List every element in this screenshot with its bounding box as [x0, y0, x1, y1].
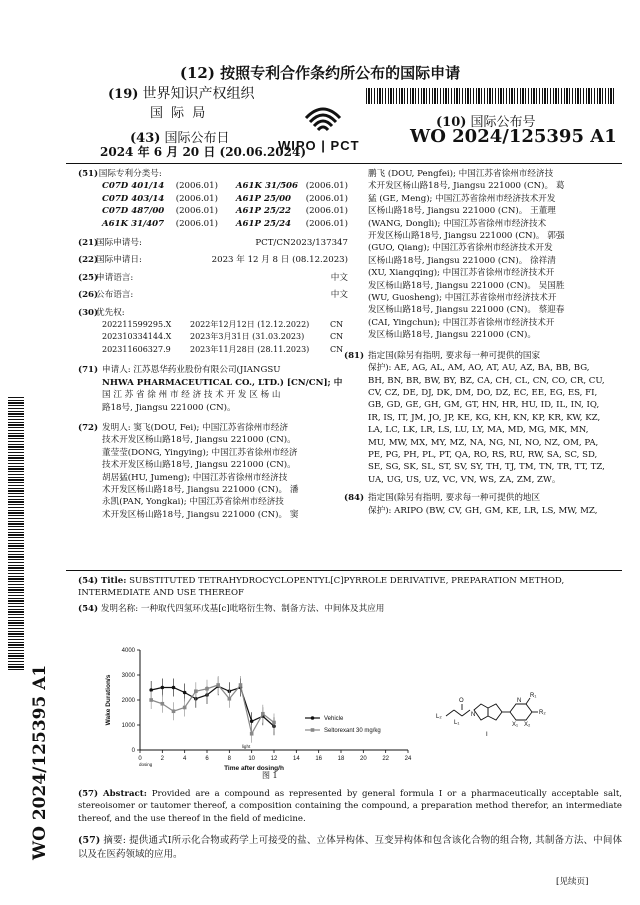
states-line: 保护): AE, AG, AL, AM, AO, AT, AU, AZ, BA, BB, BG,	[368, 363, 590, 374]
ipc-code: A61K 31/407	[102, 218, 165, 229]
field-26-value: 中文	[330, 290, 348, 301]
abstract-en	[78, 788, 622, 825]
applicant-line: NHWA PHARMACEUTICAL CO., LTD.) [CN/CN]; 中	[102, 377, 343, 388]
ipc-ver: (2006.01)	[175, 218, 218, 229]
inventor-continued	[368, 168, 620, 342]
formula-atom-label: N	[517, 698, 522, 704]
priority-date: 2023年3月31日 (31.03.2023)	[190, 332, 305, 342]
inventor-line: (WANG, Dongli); 中国江苏省徐州市经济技术	[368, 218, 547, 229]
ipc-code: A61P 25/24	[235, 218, 292, 229]
document-title: (12) 按照专利合作条约所公布的国际申请	[179, 64, 461, 82]
pubdate-value: 2024 年 6 月 20 日 (20.06.2024)	[100, 145, 307, 159]
ipc-ver: (2006.01)	[175, 181, 218, 192]
title-en-label: Title:	[100, 576, 127, 586]
field-30	[78, 307, 348, 319]
x-tick-label: 24	[404, 756, 412, 762]
data-point	[149, 698, 153, 702]
priority-no: 202311606327.9	[102, 344, 171, 354]
regional-line: 指定国(除另有指明, 要求每一种可提供的地区	[368, 493, 541, 504]
x-tick-label: 18	[337, 756, 345, 762]
states-line: CV, CZ, DE, DJ, DK, DM, DO, DZ, EC, EE, EG, ES, FI,	[368, 387, 598, 398]
field-22-num: (22)	[78, 255, 99, 266]
data-point	[272, 721, 276, 725]
states-line: 指定国(除另有指明, 要求每一种可提供的国家	[368, 350, 541, 361]
priority-no: 202211599295.X	[102, 320, 172, 330]
legend-label: Vehicle	[324, 716, 344, 722]
title-en-num: (54)	[78, 576, 99, 586]
applicant-line: 路18号, Jiangsu 221000 (CN)。	[102, 402, 236, 413]
regional-line: 保护): ARIPO (BW, CV, GH, GM, KE, LR, LS, MW, MZ,	[368, 505, 598, 516]
inventor-line: 鹏飞 (DOU, Pengfei); 中国江苏省徐州市经济技	[368, 169, 554, 179]
x-tick-label: 14	[292, 756, 300, 762]
priority-row	[102, 319, 348, 331]
data-point	[172, 709, 176, 713]
annotation-light: light	[241, 744, 251, 749]
formula-structure	[434, 686, 564, 740]
states-line: BH, BN, BR, BW, BY, BZ, CA, CH, CL, CN, CO, CR, CU,	[368, 375, 605, 386]
y-tick-label: 1000	[121, 723, 135, 729]
x-axis-label: Time after dosing/h	[224, 765, 284, 772]
inventor-line: (WU, Guosheng); 中国江苏省徐州市经济技术开	[368, 293, 557, 304]
series-line	[151, 685, 274, 734]
inventor-line: 发明人: 窦飞(DOU, Fei); 中国江苏省徐州市经济	[102, 422, 289, 433]
field-71-num: (71)	[78, 365, 99, 376]
abstract-en-label: Abstract:	[102, 789, 147, 799]
inventor-line: 永凯(PAN, Yongkai); 中国江苏省徐州市经济技	[102, 497, 284, 508]
field-81-num: (81)	[344, 350, 365, 361]
data-point	[183, 691, 187, 695]
priority-row	[102, 331, 348, 343]
inventor-line: 胡居猛(HU, Jumeng); 中国江苏省徐州市经济技	[102, 472, 288, 483]
abstract-en-num: (57)	[78, 789, 99, 799]
continue-note: [见续页]	[556, 877, 589, 887]
legend-marker	[311, 728, 315, 732]
formula-atom-label: N	[471, 712, 476, 718]
data-point	[161, 686, 165, 690]
legend-label: Seltorexant 30 mg/kg	[324, 728, 381, 734]
wipo-logo-text: WIPO | PCT	[278, 138, 360, 153]
header-barcode	[366, 88, 616, 104]
title-zh	[78, 603, 618, 615]
priority-country: CN	[330, 320, 344, 330]
states-line: SE, SG, SK, SL, ST, SV, SY, TH, TJ, TM, TN, TR, TT, TZ,	[368, 462, 605, 473]
abstract-en-text: Provided are a compound as represented by general formula I or a pharmaceutically acceptable salt, stereoisomer or tautomer thereof, a composition containing the compound, a preparation method therefor, an intermediate thereof, and the use thereof in the field of medicine.	[78, 789, 623, 824]
left-column	[78, 168, 348, 521]
wake-duration-chart	[100, 640, 430, 780]
title-zh-text: 一种取代四氢环戊基[c]吡咯衍生物、制备方法、中间体及其应用	[140, 604, 385, 614]
ipc-ver: (2006.01)	[305, 218, 348, 229]
abstract-zh-label: 摘要:	[103, 835, 126, 846]
figure-caption: 图 1	[262, 771, 278, 780]
ipc-code: C07D 401/14	[102, 181, 165, 192]
inventor-line: (CAI, Yingchun); 中国江苏省徐州市经济技术开	[368, 317, 555, 328]
field-72	[78, 422, 348, 521]
inventor-line: 董莹莹(DONG, Yingying); 中国江苏省徐州市经济	[102, 447, 298, 458]
states-line: LA, LC, LK, LR, LS, LU, LY, MA, MD, MG, MK, MN,	[368, 425, 589, 436]
priority-country: CN	[330, 332, 344, 342]
field-22-value: 2023 年 12 月 8 日 (08.12.2023)	[211, 255, 348, 266]
field-72-num: (72)	[78, 422, 99, 433]
x-tick-label: 2	[160, 756, 165, 762]
org-num: (19)	[108, 87, 139, 102]
inventor-line: 发区杨山路18号, Jiangsu 221000 (CN)。	[368, 330, 536, 341]
x-tick-label: 16	[315, 756, 323, 762]
title-en-text: SUBSTITUTED TETRAHYDROCYCLOPENTYL[C]PYRROLE DERIVATIVE, PREPARATION METHOD, INTERMEDIATE AND USE THEREOF	[78, 576, 565, 599]
field-84	[344, 492, 620, 517]
annotation-dosing: dosing	[138, 762, 153, 767]
x-tick-label: 8	[227, 756, 232, 762]
field-26-num: (26)	[78, 290, 99, 301]
field-21-num: (21)	[78, 238, 99, 249]
states-line: MU, MW, MX, MY, MZ, NA, NG, NI, NO, NZ, OM, PA,	[368, 437, 599, 448]
field-25-value: 中文	[330, 272, 348, 283]
data-point	[228, 697, 232, 701]
priority-date: 2023年11月28日 (28.11.2023)	[190, 344, 310, 354]
chart-series	[149, 676, 275, 743]
inventor-line: 发区杨山路18号, Jiangsu 221000 (CN)。 吴国胜	[368, 280, 565, 291]
inventor-line: (XU, Xiangqing); 中国江苏省徐州市经济技术开	[368, 268, 555, 279]
data-point	[216, 683, 220, 687]
x-tick-label: 22	[382, 756, 390, 762]
applicant-line: 申请人: 江苏恩华药业股份有限公司(JIANGSU	[102, 365, 281, 376]
data-point	[261, 712, 265, 716]
states-line: UA, UG, US, UZ, VC, VN, WS, ZA, ZM, ZW。	[368, 474, 561, 485]
data-point	[161, 702, 165, 706]
x-tick-label: 6	[205, 756, 209, 762]
ipc-code: C07D 403/14	[102, 193, 165, 204]
field-84-num: (84)	[344, 493, 365, 504]
field-22	[78, 254, 348, 266]
data-point	[205, 687, 209, 691]
priority-date: 2022年12月12日 (12.12.2022)	[190, 320, 310, 330]
pubno-label: 国际公布号	[470, 115, 536, 130]
ipc-row	[102, 218, 348, 230]
formula-atom-label: X₂	[524, 722, 531, 728]
pubno-num: (10)	[436, 115, 467, 130]
inventor-line: 发区杨山路18号, Jiangsu 221000 (CN)。 蔡迎春	[368, 305, 565, 316]
formula-atom-label: R₁	[530, 693, 537, 699]
formula-atom-label: X₁	[512, 722, 519, 728]
field-26-label: 公布语言:	[96, 290, 134, 301]
formula-atom-label: R₂	[539, 710, 546, 716]
org-name: 世界知识产权组织	[142, 86, 255, 102]
x-tick-label: 0	[138, 756, 142, 762]
data-point	[250, 732, 254, 736]
data-point	[250, 719, 254, 723]
field-21-value: PCT/CN2023/137347	[255, 238, 348, 249]
ipc-code: C07D 487/00	[102, 206, 165, 217]
states-line: GB, GD, GE, GH, GM, GT, HN, HR, HU, ID, IL, IN, IQ,	[368, 400, 600, 411]
inventor-line: 技术开发区杨山路18号, Jiangsu 221000 (CN)。	[102, 435, 296, 446]
abstract-zh	[78, 834, 622, 862]
field-21	[78, 237, 348, 249]
pubdate-num: (43)	[130, 131, 161, 146]
ipc-ver: (2006.01)	[175, 206, 218, 217]
inventor-line: 术开发区杨山路18号, Jiangsu 221000 (CN)。 葛	[368, 181, 565, 192]
field-30-label: 优先权:	[96, 307, 125, 318]
y-tick-label: 2000	[121, 698, 135, 704]
side-barcode	[8, 396, 24, 670]
states-line: PE, PG, PH, PL, PT, QA, RO, RS, RU, RW, SA, SC, SD,	[368, 449, 598, 460]
title-en	[78, 575, 618, 600]
abstract-zh-num: (57)	[78, 835, 101, 846]
x-tick-label: 12	[270, 756, 278, 762]
title-zh-label: 发明名称:	[100, 604, 139, 614]
field-21-label: 国际申请号:	[96, 238, 142, 249]
pubdate-label: 国际公布日	[164, 131, 230, 146]
field-51-num: (51)	[78, 169, 99, 179]
y-tick-label: 3000	[121, 673, 135, 679]
field-51	[78, 168, 348, 180]
ipc-row	[102, 205, 348, 217]
data-point	[239, 683, 243, 687]
applicant-line: 国 江 苏 省 徐 州 市 经 济 技 术 开 发 区 杨 山	[102, 390, 281, 401]
legend-marker	[311, 716, 315, 720]
field-51-label: 国际专利分类号:	[98, 169, 162, 179]
formula-atom-label: L₂	[436, 714, 442, 720]
field-81	[344, 350, 620, 486]
ipc-code: A61P 25/22	[235, 206, 292, 217]
inventor-line: 术开发区杨山路18号, Jiangsu 221000 (CN)。 窦	[102, 509, 299, 520]
inventor-line: (GUO, Qiang); 中国江苏省徐州市经济技术开发	[368, 243, 553, 254]
field-25-num: (25)	[78, 272, 99, 283]
priority-country: CN	[330, 344, 344, 354]
ipc-ver: (2006.01)	[305, 181, 348, 192]
formula-label: I	[486, 732, 488, 738]
x-tick-label: 10	[248, 756, 256, 762]
formula-atom-label: L₁	[454, 720, 460, 726]
states-line: IR, IS, IT, JM, JO, JP, KE, KG, KH, KN, KP, KR, KW, KZ,	[368, 412, 601, 423]
header-divider	[66, 163, 622, 164]
ipc-code: A61K 31/506	[235, 181, 299, 192]
inventor-line: 术开发区杨山路18号, Jiangsu 221000 (CN)。 潘	[102, 484, 299, 495]
inventor-line: 区杨山路18号, Jiangsu 221000 (CN)。 徐祥清	[368, 255, 556, 266]
ipc-ver: (2006.01)	[305, 193, 348, 204]
inventor-line: 开发区杨山路18号, Jiangsu 221000 (CN)。 郭强	[368, 231, 565, 242]
ipc-table	[78, 180, 348, 230]
ipc-ver: (2006.01)	[305, 206, 348, 217]
priority-table	[78, 319, 348, 356]
priority-no: 202310334144.X	[102, 332, 172, 342]
field-26	[78, 289, 348, 301]
chart-legend	[305, 716, 381, 734]
abstract-zh-text: 提供通式I所示化合物或药学上可接受的盐、立体异构体、互变异构体和包含该化合物的组合物, 其制备方法、中间体以及在医药领域的应用。	[78, 835, 623, 860]
biblio-divider	[66, 570, 622, 571]
pubno-value: WO 2024/125395 A1	[410, 126, 617, 147]
org-block	[108, 86, 255, 103]
series-line	[151, 686, 274, 726]
org-sub: 国 际 局	[150, 106, 208, 121]
ipc-ver: (2006.01)	[175, 193, 218, 204]
data-point	[183, 706, 187, 710]
ipc-row	[102, 193, 348, 205]
right-column	[344, 168, 620, 517]
field-30-num: (30)	[78, 307, 99, 318]
ipc-row	[102, 180, 348, 192]
x-tick-label: 20	[359, 756, 367, 762]
data-point	[194, 689, 198, 693]
priority-row	[102, 344, 348, 356]
formula-atom-label: O	[459, 698, 464, 704]
y-tick-label: 0	[131, 748, 135, 754]
data-point	[172, 686, 176, 690]
side-pubno: WO 2024/125395 A1	[30, 664, 50, 860]
x-tick-label: 4	[182, 756, 187, 762]
ipc-code: A61P 25/00	[235, 193, 292, 204]
inventor-line: 猛 (GE, Meng); 中国江苏省徐州市经济技术开发	[368, 193, 556, 204]
field-22-label: 国际申请日:	[96, 255, 142, 266]
field-25	[78, 272, 348, 284]
y-tick-label: 4000	[121, 648, 135, 654]
inventor-line: 技术开发区杨山路18号, Jiangsu 221000 (CN)。	[102, 460, 296, 471]
inventor-line: 区杨山路18号, Jiangsu 221000 (CN)。 王董理	[368, 206, 556, 217]
title-zh-num: (54)	[78, 604, 99, 614]
field-71	[78, 364, 348, 414]
y-axis-label: Wake Duration/s	[105, 674, 112, 726]
field-25-label: 申请语言:	[96, 272, 134, 283]
chart-axes	[105, 648, 412, 772]
